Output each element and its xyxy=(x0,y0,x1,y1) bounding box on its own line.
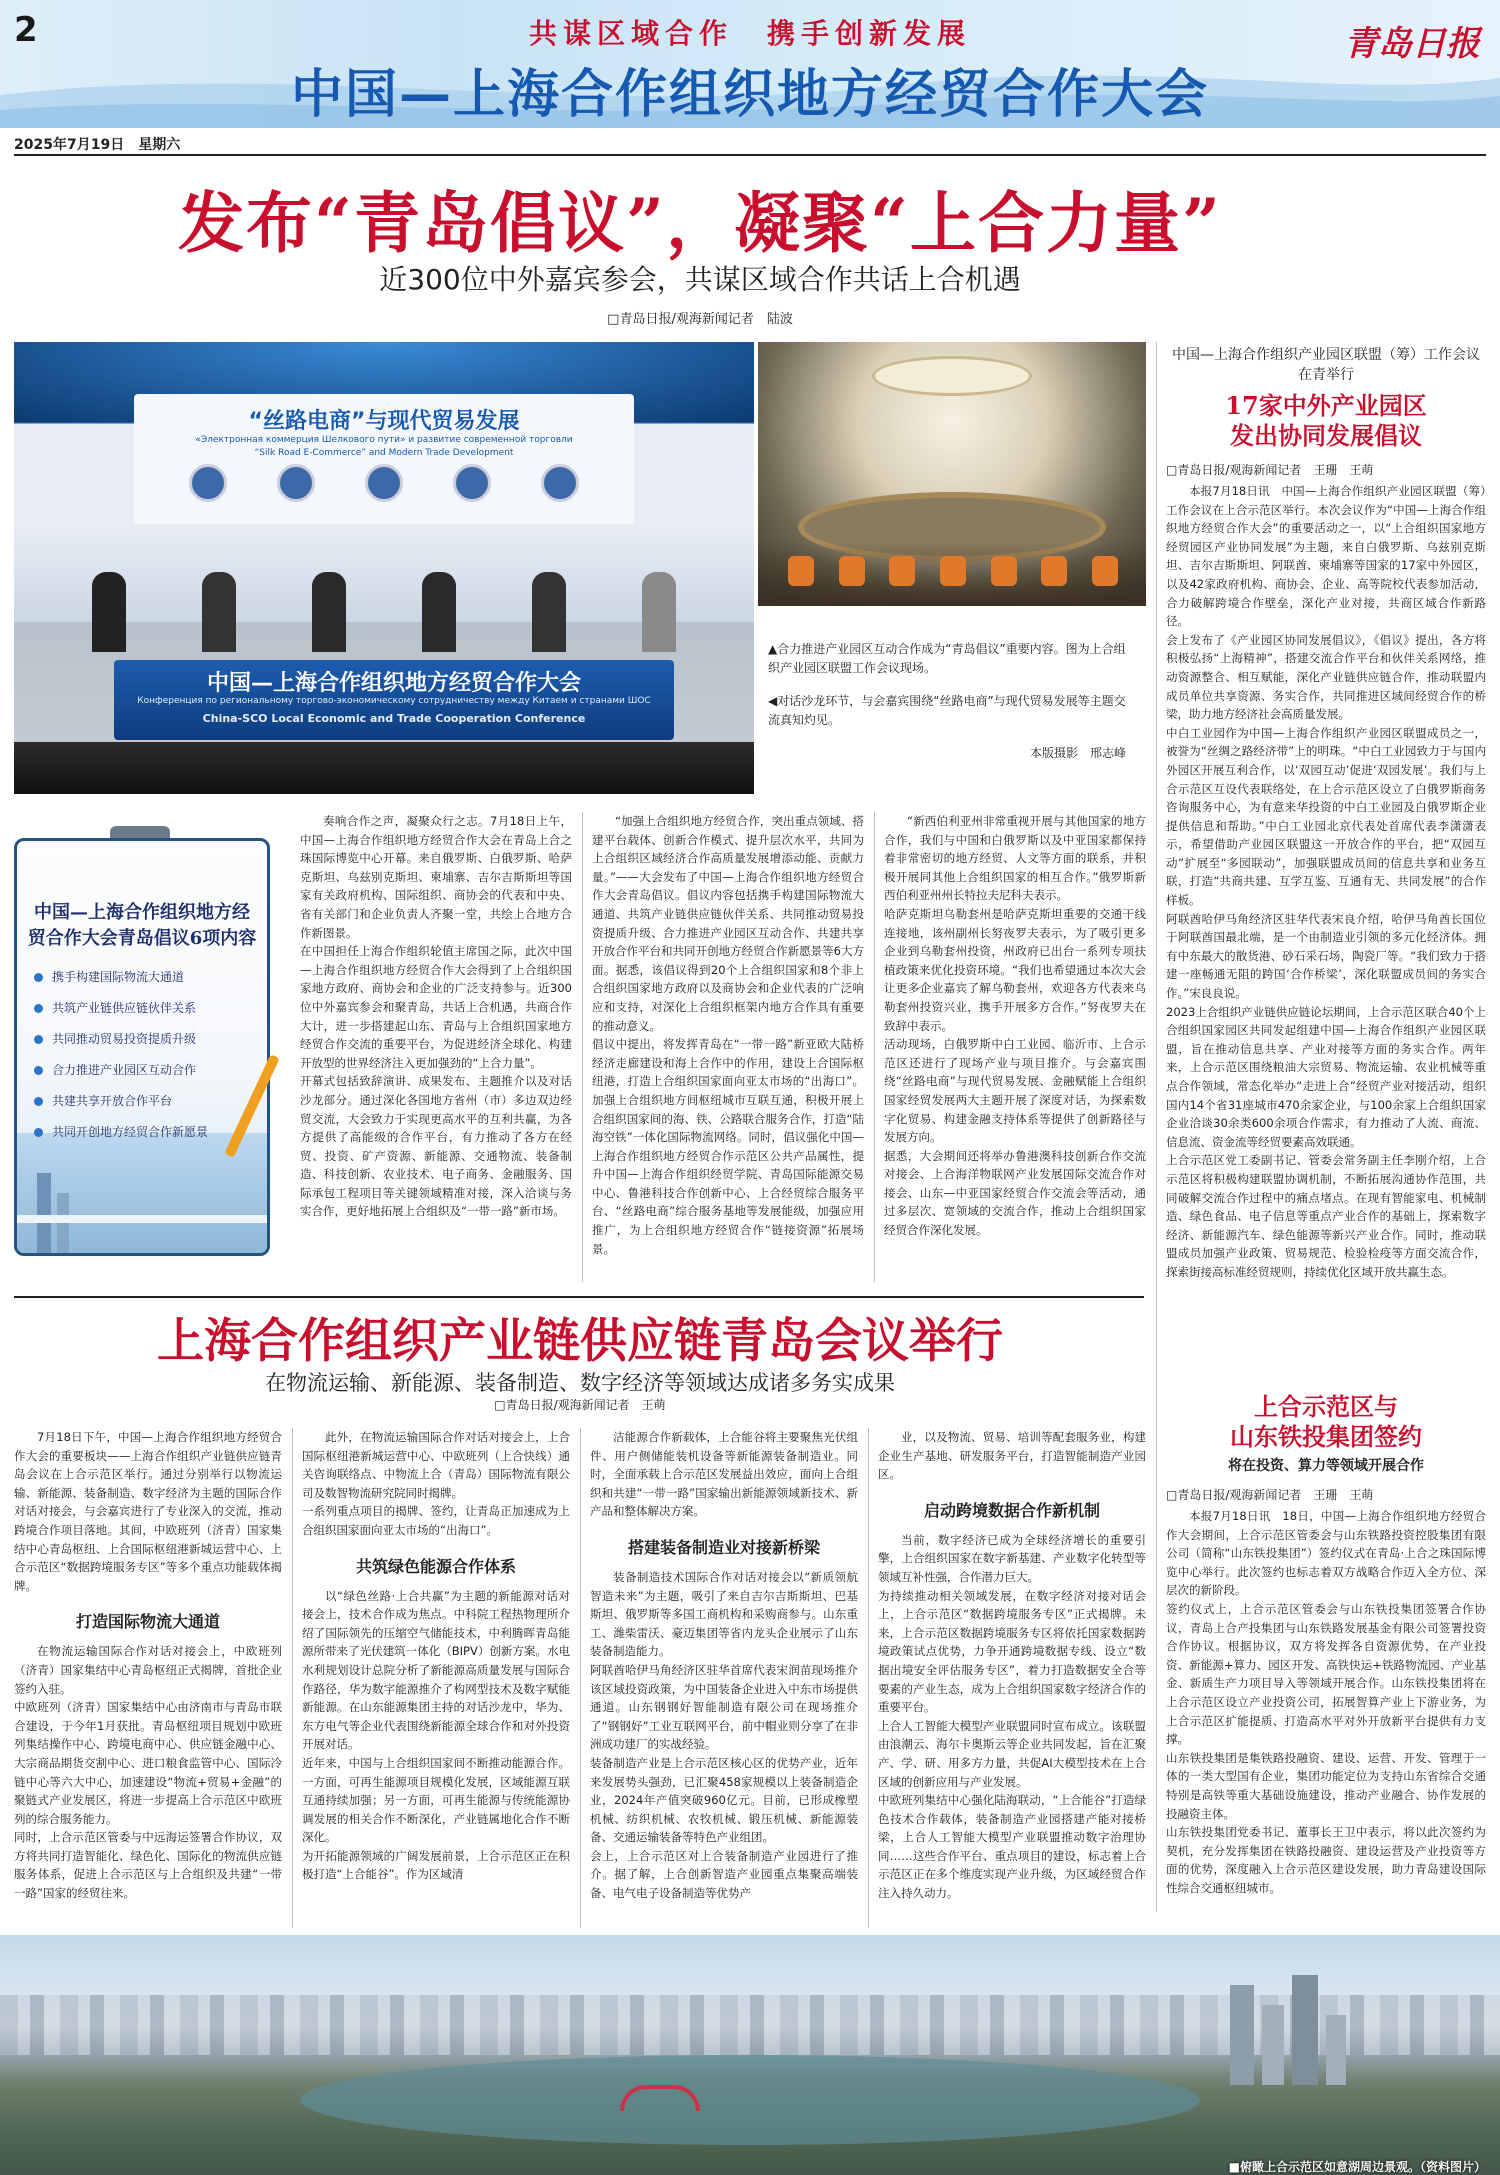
lead-byline: □青岛日报/观海新闻记者 陆波 xyxy=(607,312,793,327)
stage-title: 中国—上海合作组织地方经贸合作大会 xyxy=(206,671,581,696)
red-bridge xyxy=(620,2085,700,2111)
initiative-list xyxy=(34,962,264,1148)
stage-subtitle-ru: Конференция по региональному торгово-экономическому сотрудничеству между Китаем и странами ШОС xyxy=(137,696,651,706)
sidebar-title: 上合示范区与 山东铁投集团签约 xyxy=(1230,1392,1422,1451)
lead-column-2 xyxy=(592,812,864,1282)
lead-column-text: “加强上合组织地方经贸合作，突出重点领域、搭建平台载体、创新合作模式、提升层次水平，共同为上合组织区域经济合作高质量发展增添动能、贡献力量。”——大会发布了中国—上海合作组织地方经贸合作大会青岛倡议。倡议内容包括携手构建国际物流大通道、共筑产业链供应链伙伴关系、共同推动贸易投资提质升级、合力推进产业园区互动合作、共建共享开放合作平台和共同开创地方经贸合作新愿景等6大方面。据悉，该倡议得到20个上合组织国家和8个非上合组织国家地方政府以及商协会和企业代表的广泛响应和支持，对深化上合组织框架内地方合作具有重要的推动意义。 倡议中提出，将发挥青岛在“一带一路”新亚欧大陆桥经济走廊建设和海上合作中的作用，建设上合国际枢纽港，打造上合组织国家面向亚太市场的“出海口”。加强上合组织地方间枢纽城市互联互通，积极开展上合组织国家间的海、铁、公路联合服务合作，打造“陆海空铁”一体化国际物流网络。同时，倡议强化中国—上海合作组织地方经贸合作示范区公共产品属性，提升中国—上海合作组织经贸学院、青岛国际能源交易中心、鲁港科技合作创新中心、上合经贸综合服务平台、“丝路电商”综合服务基地等发展能级，加强应用推广，为上合组织地方经贸合作“链接资源”拓展场景。 xyxy=(592,814,864,1256)
lead-subhead: 近300位中外嘉宾参会，共谋区域合作共话上合机遇 xyxy=(379,263,1021,296)
second-column-text: 当前，数字经济已成为全球经济增长的重要引擎，上合组织国家在数字新基建、产业数字化转型等领域互补性强，合作潜力巨大。 为持续推动相关领域发展，在数字经济对接对话会上，上合示范区“数据跨境服务专区”正式揭牌。未来，上合示范区数据跨境服务专区将依托国家数据跨境政策试点优势，力争开通跨境数据专线、设立“数据出境安全评估服务专区”，着力打造数据安全合等要素的产业生态，成为上合组织国家数字经济合作的重要平台。 上合人工智能大模型产业联盟同时宣布成立。该联盟由浪潮云、海尔卡奥斯云等企业共同发起，旨在汇聚产、学、研、用多方力量，共促AI大模型技术在上合区域的创新应用与产业发展。 中欧班列集结中心强化陆海联动，“上合能谷”打造绿色技术合作载体，装备制造产业园搭建产能对接桥梁，上合人工智能大模型产业联盟推动数字治理协同……这些合作平台、重点项目的建设，标志着上合示范区正在多个维度实现产业升级，为区域经贸合作注入持久动力。 xyxy=(878,1532,1146,1901)
list-item: 共同开创地方经贸合作新愿景 xyxy=(34,1117,264,1148)
second-column-2 xyxy=(302,1428,570,1933)
paper-logo: 青岛日报 xyxy=(1344,24,1480,64)
panelists xyxy=(54,562,714,652)
sidebar-divider xyxy=(1156,342,1157,1912)
section-heading: 搭建装备制造业对接新桥梁 xyxy=(627,1537,820,1557)
masthead-title: 中国—上海合作组织地方经贸合作大会 xyxy=(290,65,1209,125)
issue-date: 2025年7月19日 星期六 xyxy=(14,137,181,153)
aerial-photo-caption: ■俯瞰上合示范区如意湖周边景观。（资料图片） xyxy=(1228,2160,1486,2174)
sidebar-kicker: 中国—上海合作组织产业园区联盟（筹）工作会议在青举行 xyxy=(1172,347,1480,383)
second-headline: 上海合作组织产业链供应链青岛会议举行 xyxy=(157,1314,1003,1369)
panel-title: 中国—上海合作组织地方经贸合作大会青岛倡议6项内容 xyxy=(27,902,257,949)
section-heading: 共筑绿色能源合作体系 xyxy=(355,1556,516,1576)
second-column-text: 7月18日下午，中国—上海合作组织地方经贸合作大会的重要板块——上海合作组织产业链供应链青岛会议在上合示范区举行。通过分别举行以物流运输、新能源、装备制造、数字经济为主题的国际合作对话对接会，与会嘉宾进行了专业深入的交流，推动跨境合作项目落地。其间，中欧班列（济青）国家集结中心青岛枢纽、上合国际枢纽港新城运营中心、上合示范区“数据跨境服务专区”等多个重点功能载体揭牌。 xyxy=(14,1430,282,1593)
column-divider xyxy=(582,812,583,1282)
second-column-text: 此外，在物流运输国际合作对话对接会上，上合国际枢纽港新城运营中心、中欧班列（上合快线）通关咨询联络点、中物流上合（青岛）国际物流有限公司及数智物流研究院同时揭牌。 一系列重点项目的揭牌、签约，让青岛正加速成为上合组织国家面向亚太市场的“出海口”。 xyxy=(302,1430,570,1537)
column-divider xyxy=(868,1428,869,1928)
second-column-text: 装备制造技术国际合作对话对接会以“新质领航 智造未来”为主题，吸引了来自吉尔吉斯斯坦、巴基斯坦、俄罗斯等多国工商机构和采购商参与。山东重工、潍柴雷沃、豪迈集团等省内龙头企业展示了山东装备制造能力。 阿联酋哈伊马角经济区驻华首席代表宋润苗现场推介该区域投资政策，为中国装备企业进入中东市场提供通道。山东钢钢好智能制造有限公司在现场推介了“钢钢好”工业互联网平台，前中帽业则分享了在非洲成功建厂的实战经验。 装备制造产业是上合示范区核心区的优势产业，近年来发展势头强劲，已汇聚458家规模以上装备制造企业，2024年产值突破960亿元。目前，已形成橡塑机械、纺织机械、农牧机械、锻压机械、新能源装备、交通运输装备等特色产业组团。 会上，上合示范区对上合装备制造产业园进行了推介。据了解，上合创新智造产业园重点集聚高端装备、电气电子设备制造等优势产 xyxy=(590,1569,858,1901)
slogan: 共谋区域合作 携手创新发展 xyxy=(528,17,971,50)
second-column-3 xyxy=(590,1428,858,1933)
second-byline: □青岛日报/观海新闻记者 王萌 xyxy=(494,1398,666,1412)
aerial-photo xyxy=(0,1935,1500,2175)
sidebar-story-signing xyxy=(1166,1392,1486,1932)
photo-credit: 本版摄影 邢志峰 xyxy=(1029,746,1126,760)
forum-photo xyxy=(14,342,754,794)
photo-caption-2: ◀对话沙龙环节，与会嘉宾围绕“丝路电商”与现代贸易发展等主题交流真知灼见。 xyxy=(768,694,1126,727)
orange-chairs xyxy=(788,556,1118,586)
second-column-text: 以“绿色丝路·上合共赢”为主题的新能源对话对接会上，技术合作成为焦点。中科院工程热物理所介绍了国际领先的压缩空气储能技术，中利腾晖青岛能源所带来了光伏建筑一体化（BIPV）创新方案。水电水利规划设计总院分析了新能源高质量发展与国际合作路径，华为数字能源推介了构网型技术及数字赋能新能源。在山东能源集团主持的对话沙龙中，华为、东方电气等企业代表围绕新能源全球合作和对外投资开展对话。 近年来，中国与上合组织国家间不断推动能源合作。一方面，可再生能源项目规模化发展，区域能源互联互通持续加强；另一方面，可再生能源与传统能源协调发展的相关合作不断深化，产业链属地化合作不断深化。 为开拓能源领域的广阔发展前景，上合示范区正在积极打造“上合能谷”。作为区域清 xyxy=(302,1588,570,1882)
second-column-text: 在物流运输国际合作对话对接会上，中欧班列（济青）国家集结中心青岛枢纽正式揭牌，首批企业签约入驻。 中欧班列（济青）国家集结中心由济南市与青岛市联合建设，于今年1月获批。青岛枢纽项目规划中欧班列集结操作中心、跨境电商中心、供应链金融中心、大宗商品期货交割中心、进口粮食监管中心、国际冷链中心等六大中心，加速建设“物流+贸易+金融”的聚链式产业发展区，将进一步提高上合示范区中欧班列的综合服务能力。 同时，上合示范区管委与中远海运签署合作协议，双方将共同打造智能化、绿色化、国际化的物流供应链服务体系，促进上合示范区与上合组织及共建“一带一路”国家的经贸往来。 xyxy=(14,1644,282,1901)
speaker-portraits xyxy=(164,464,604,514)
lead-column-text: “新西伯利亚州非常重视开展与其他国家的地方合作，我们与中国和白俄罗斯以及中亚国家都保持着非常密切的地方经贸、人文等方面的联系，并积极开展同其他上合组织国家的相互合作。”俄罗斯新西伯利亚州州长特拉夫尼科夫表示。 哈萨克斯坦乌勒套州是哈萨克斯坦重要的交通干线连接地，该州副州长努夜罗夫表示，为了吸引更多企业到乌勒套州投资，州政府已出台一系列专项扶植政策来优化投资环境。“我们也希望通过本次大会让更多企业嘉宾了解乌勒套州，欢迎各方代表来乌勒套州投资兴业，携手开展多方合作。”努夜罗夫在致辞中表示。 活动现场，白俄罗斯中白工业园、临沂市、上合示范区还进行了现场产业与项目推介。与会嘉宾围绕“丝路电商”与现代贸易发展、金融赋能上合组织国家经贸发展两大主题开展了深度对话，为探索数字化贸易、构建金融支持体系等提供了创新路径与发展方向。 据悉，大会期间还将举办鲁港澳科技创新合作交流对接会、上合海洋物联网产业发展国际交流合作对接会、山东—中亚国家经贸合作交流会等活动，通过多层次、宽领域的交流合作，推动上合组织国家经贸合作深化发展。 xyxy=(884,814,1146,1238)
lead-column-3 xyxy=(884,812,1146,1282)
column-divider xyxy=(580,1428,581,1928)
towers xyxy=(1230,1975,1430,2085)
page-number: 2 xyxy=(14,10,38,50)
second-column-1 xyxy=(14,1428,282,1933)
list-item: 携手构建国际物流大通道 xyxy=(34,962,264,993)
sidebar-body: 本报7月18日讯 中国—上海合作组织产业园区联盟（筹）工作会议在上合示范区举行。本次会议作为“中国—上海合作组织地方经贸合作大会”的重要活动之一，以“上合组织国家地方经贸园区产业协同发展”为主题，来自白俄罗斯、乌兹别克斯坦、吉尔吉斯斯坦、阿联酋、柬埔寨等国家的17家中外园区，以及42家政府机构、商协会、企业、高等院校代表参加活动，合力破解跨境合作壁垒，深化产业对接，共商区域合作新路径。 会上发布了《产业园区协同发展倡议》，《倡议》提出，各方将积极弘扬“上海精神”，搭建交流合作平台和伙伴关系网络，推动资源整合、相互赋能，深化产业链供应链合作，推动联盟内成员单位共享资源、务实合作，共同推进区域间经贸合作的桥梁，助力地方经济社会高质量发展。 中白工业园作为中国—上海合作组织产业园区联盟成员之一，被誉为“丝绸之路经济带”上的明珠。“中白工业园致力于与国内外园区开展互利合作，以‘双园互动’促进‘双园发展’。我们与上合示范区互设代表联络处，在上合示范区设立了白俄罗斯商务咨询服务中心，为有意来华投资的中白工业园及白俄罗斯企业提供信息和帮助。”中白工业园北京代表处首席代表李潇潇表示，希望借助产业园区联盟这一开放合作的平台，把“双园互动”扩展至“多园联动”，加强联盟成员间的信息共享和业务互联，打造“共商共建、互学互鉴、互通有无、共同发展”的合作样板。 阿联酋哈伊马角经济区驻华代表宋良介绍，哈伊马角酋长国位于阿联酋国最北端，是一个由制造业引领的多元化经济体。拥有中东最大的散货港、砂石采石场，陶瓷厂等。“我们致力于搭建一座畅通无阻的跨国‘合作桥梁’，深化联盟成员间的务实合作。”宋良良说。 2023上合组织产业链供应链论坛期间，上合示范区联合40个上合组织国家园区共同发起组建中国—上海合作组织产业园区联盟，旨在推动信息共享、产业对接等方面的务实合作。两年来，上合示范区围绕粮油大宗贸易、物流运输、农业机械等重点合作领域，常态化举办“走进上合”经贸产业对接活动，组织国内14个省31座城市470余家企业，与100余家上合组织国家企业洽谈30余类600余项合作需求，有力推动了人流、商流、信息流、资金流等经贸要素高效联通。 上合示范区党工委副书记、管委会常务副主任李刚介绍，上合示范区将积极构建联盟协调机制，不断拓展沟通协作范围，共同破解交流合作过程中的痛点堵点。在现有智能家电、机械制造、绿色食品、电子信息等重点产业合作的基础上，探索数字经济、新能源汽车、绿色能源等新兴产业合作。同时，推动联盟成员加强产业政策、贸易规范、检验检疫等方面交流合作，探索街接高标准经贸规则，持续优化区域开放共赢生态。 xyxy=(1166,484,1486,1279)
list-item: 共筑产业链供应链伙伴关系 xyxy=(34,993,264,1024)
stage-subtitle-en: China-SCO Local Economic and Trade Cooperation Conference xyxy=(202,712,586,725)
section-heading: 打造国际物流大通道 xyxy=(75,1612,220,1632)
lead-column-1 xyxy=(300,812,572,1282)
list-item: 共同推动贸易投资提质升级 xyxy=(34,1024,264,1055)
sidebar-body: 本报7月18日讯 18日，中国—上海合作组织地方经贸合作大会期间，上合示范区管委会与山东铁路投资控股集团有限公司（简称“山东铁投集团”）签约仪式在青岛·上合之珠国际博览中心举行。此次签约也标志着双方战略合作迈入全方位、深层次的新阶段。 签约仪式上，上合示范区管委会与山东铁投集团签署合作协议，青岛上合产投集团与山东铁路发展基金有限公司签署投资合作协议。根据协议，双方将发挥各自资源优势，在产业投资、新能源+算力、园区开发、高铁快运+铁路物流园、产业基金、新质生产力项目导入等领域开展合作。山东铁投集团将在上合示范区设立产业投资公司，拓展智算产业上下游业务，为上合示范区扩能提质、打造高水平对外开放新平台提供有力支撑。 山东铁投集团是集铁路投融资、建设、运营、开发、管理于一体的一类大型国有企业，集团功能定位为支持山东省综合交通特别是高铁等重大基础设施建设，推动产业融合、协作发展的投融资主体。 山东铁投集团党委书记、董事长王卫中表示，将以此次签约为契机，充分发挥集团在铁路投融资、建设运营及产业投资等方面的优势，深度融入上合示范区建设发展，助力青岛建设国际性综合交通枢纽城市。 xyxy=(1166,1509,1486,1895)
second-column-text: 洁能源合作新载体，上合能谷将主要聚焦光伏组件、用户侧储能装机设备等新能源装备制造业。同时，全面承载上合示范区发展益出效应，面向上合组织和共建“一带一路”国家输出新能源领域新技术、新产品和整体解决方案。 xyxy=(590,1430,858,1519)
section-heading: 启动跨境数据合作新机制 xyxy=(923,1500,1100,1520)
section-rule xyxy=(14,1296,1144,1298)
photo-caption-box xyxy=(758,610,1146,794)
second-column-4 xyxy=(878,1428,1146,1933)
forum-banner-title: “丝路电商”与现代贸易发展 xyxy=(248,409,520,434)
sidebar-byline: □青岛日报/观海新闻记者 王珊 王萌 xyxy=(1166,1488,1374,1502)
column-divider xyxy=(292,1428,293,1928)
sidebar-subtitle: 将在投资、算力等领域开展合作 xyxy=(1228,1458,1424,1474)
sidebar-byline: □青岛日报/观海新闻记者 王珊 王萌 xyxy=(1166,463,1374,477)
second-subhead: 在物流运输、新能源、装备制造、数字经济等领域达成诸多务实成果 xyxy=(265,1371,895,1395)
lake xyxy=(300,2055,1200,2145)
list-item: 共建共享开放合作平台 xyxy=(34,1086,264,1117)
lead-column-text: 奏响合作之声，凝聚众行之志。7月18日上午，中国—上海合作组织地方经贸合作大会在青岛上合之珠国际博览中心开幕。来自俄罗斯、白俄罗斯、哈萨克斯坦、乌兹别克斯坦、柬埔寨、吉尔吉斯斯坦等国家有关政府机构、国际组织、商协会的代表和中央、省有关部门和企业负责人齐聚一堂，共绘上合地方合作新图景。 在中国担任上海合作组织轮值主席国之际，此次中国—上海合作组织地方经贸合作大会得到了上合组织国家地方政府、商协会和企业的广泛支持参与。近300位中外嘉宾参会和聚青岛，共话上合机遇，共商合作大计，进一步搭建起山东、青岛与上合组织国家地方经贸合作交流的重要平台，为促进经济全球化、构建开放型的世界经济注入更加强劲的“上合力量”。 开幕式包括致辞演讲、成果发布、主题推介以及对话沙龙部分。通过深化各国地方省州（市）多边双边经贸交流，大会致力于实现更高水平的互利共赢，为各方提供了高能级的合作平台，有力推动了各方在经贸、投资、矿产资源、新能源、交通物流、装备制造、科技创新、农业技术、电子商务、金融服务、国际承包工程项目等关键领域精准对接，深入洽谈与务实合作，更好地拓展上合组织及“一带一路”新市场。 xyxy=(300,814,572,1219)
header-rule xyxy=(14,154,1486,156)
list-item: 合力推进产业园区互动合作 xyxy=(34,1055,264,1086)
forum-banner-subtitle: «Электронная коммерция Шелкового пути» и развитие современной торговли “Silk Road E-Commerce” and Modern Trade Development xyxy=(195,435,573,458)
meeting-photo xyxy=(758,342,1146,606)
column-divider xyxy=(874,812,875,1282)
lead-headline: 发布“青岛倡议”，凝聚“上合力量” xyxy=(178,184,1222,262)
sidebar-title: 17家中外产业园区 发出协同发展倡议 xyxy=(1225,391,1427,450)
photo-caption-1: ▲合力推进产业园区互动合作成为“青岛倡议”重要内容。图为上合组织产业园区联盟工作会议现场。 xyxy=(768,642,1126,675)
second-column-text: 业，以及物流、贸易、培训等配套服务业，构建企业生产基地、研发服务平台，打造智能制造产业园区。 xyxy=(878,1430,1146,1482)
